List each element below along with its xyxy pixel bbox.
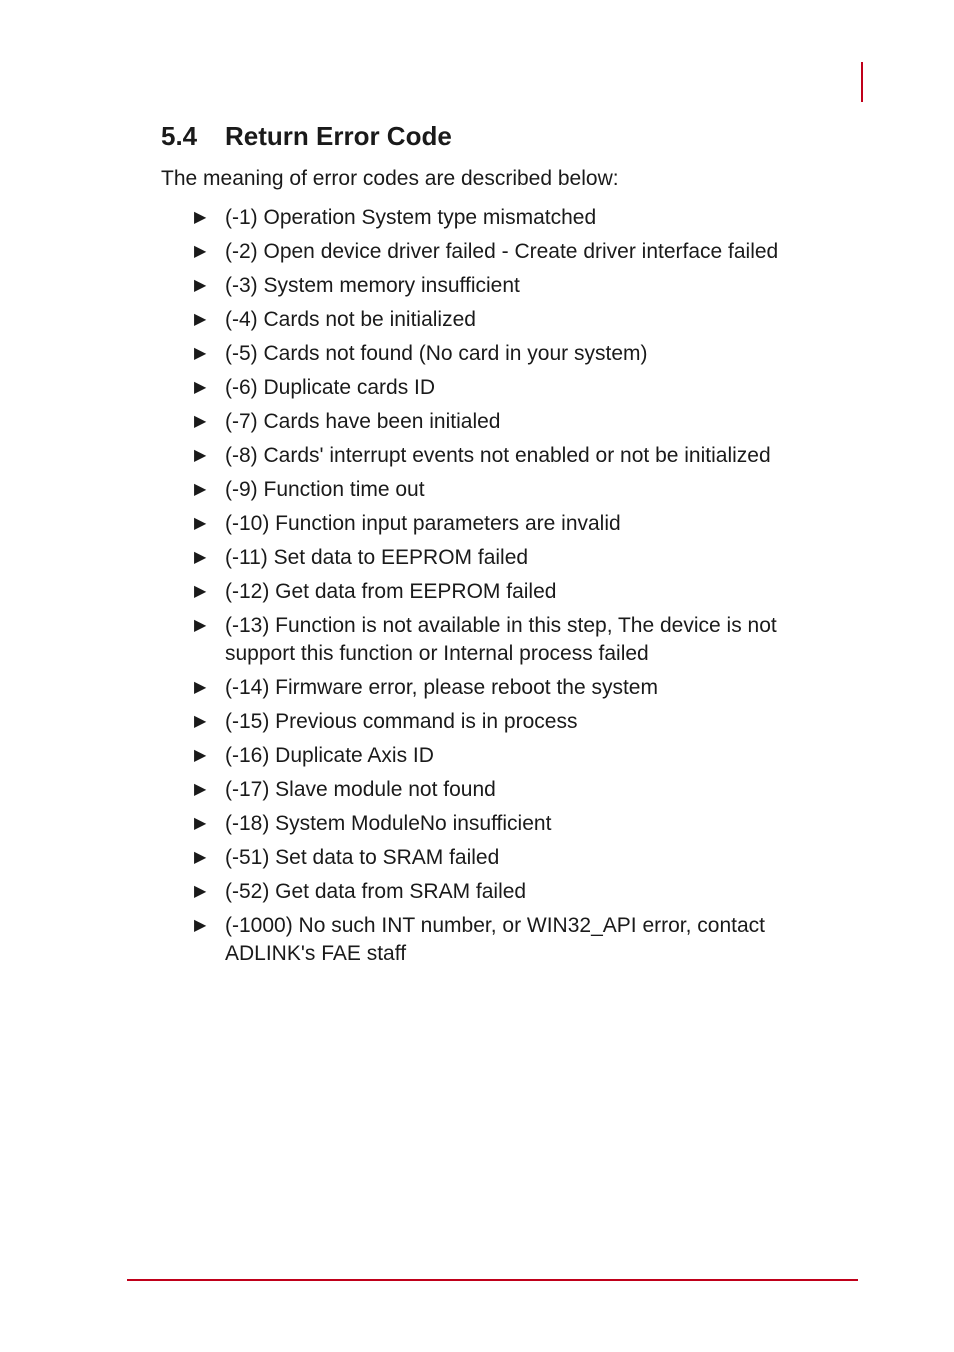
bullet-arrow-icon: ▶ [194, 747, 207, 764]
error-code-item [190, 742, 840, 770]
bullet-arrow-icon: ▶ [194, 413, 207, 430]
error-code-item [190, 408, 840, 436]
intro-paragraph: The meaning of error codes are described below: [161, 167, 619, 190]
error-code-item [190, 708, 840, 736]
section-title: Return Error Code [225, 121, 452, 151]
bullet-arrow-icon: ▶ [194, 917, 207, 934]
bullet-arrow-icon: ▶ [194, 243, 207, 260]
bullet-arrow-icon: ▶ [194, 679, 207, 696]
error-code-item [190, 612, 840, 668]
error-code-text: (-1) Operation System type mismatched [225, 206, 597, 229]
bullet-arrow-icon: ▶ [194, 311, 207, 328]
error-code-list [190, 204, 840, 974]
error-code-text: (-6) Duplicate cards ID [225, 376, 436, 399]
bullet-arrow-icon: ▶ [194, 481, 207, 498]
bullet-arrow-icon: ▶ [194, 617, 207, 634]
error-code-item [190, 510, 840, 538]
bullet-arrow-icon: ▶ [194, 447, 207, 464]
bullet-arrow-icon: ▶ [194, 781, 207, 798]
error-code-text: (-13) Function is not available in this step, The device is not support this function or Internal process failed [225, 614, 777, 665]
error-code-text: (-3) System memory insufficient [225, 274, 520, 297]
error-code-text: (-17) Slave module not found [225, 778, 496, 801]
bullet-arrow-icon: ▶ [194, 583, 207, 600]
error-code-text: (-12) Get data from EEPROM failed [225, 580, 557, 603]
error-code-text: (-7) Cards have been initialed [225, 410, 501, 433]
error-code-item [190, 340, 840, 368]
error-code-item [190, 878, 840, 906]
bullet-arrow-icon: ▶ [194, 277, 207, 294]
page-edge-marker [861, 62, 863, 102]
bullet-arrow-icon: ▶ [194, 713, 207, 730]
error-code-text: (-51) Set data to SRAM failed [225, 846, 500, 869]
error-code-text: (-9) Function time out [225, 478, 425, 501]
error-code-text: (-14) Firmware error, please reboot the system [225, 676, 658, 699]
error-code-item [190, 810, 840, 838]
footer-rule [127, 1279, 858, 1281]
error-code-item [190, 544, 840, 572]
error-code-text: (-52) Get data from SRAM failed [225, 880, 527, 903]
error-code-text: (-10) Function input parameters are invalid [225, 512, 621, 535]
error-code-text: (-5) Cards not found (No card in your system) [225, 342, 648, 365]
error-code-item [190, 578, 840, 606]
bullet-arrow-icon: ▶ [194, 379, 207, 396]
bullet-arrow-icon: ▶ [194, 209, 207, 226]
bullet-arrow-icon: ▶ [194, 815, 207, 832]
section-heading [161, 119, 452, 153]
bullet-arrow-icon: ▶ [194, 883, 207, 900]
error-code-item [190, 476, 840, 504]
error-code-item [190, 238, 840, 266]
error-code-item [190, 272, 840, 300]
error-code-text: (-2) Open device driver failed - Create driver interface failed [225, 240, 779, 263]
error-code-text: (-18) System ModuleNo insufficient [225, 812, 552, 835]
error-code-item [190, 674, 840, 702]
error-code-item [190, 306, 840, 334]
error-code-item [190, 776, 840, 804]
error-code-text: (-1000) No such INT number, or WIN32_API error, contact ADLINK's FAE staff [225, 914, 766, 965]
bullet-arrow-icon: ▶ [194, 549, 207, 566]
error-code-text: (-4) Cards not be initialized [225, 308, 476, 331]
error-code-item [190, 442, 840, 470]
error-code-item [190, 844, 840, 872]
error-code-item [190, 204, 840, 232]
error-code-text: (-15) Previous command is in process [225, 710, 578, 733]
bullet-arrow-icon: ▶ [194, 849, 207, 866]
error-code-item [190, 912, 840, 968]
bullet-arrow-icon: ▶ [194, 345, 207, 362]
error-code-text: (-11) Set data to EEPROM failed [225, 546, 529, 569]
error-code-text: (-16) Duplicate Axis ID [225, 744, 434, 767]
section-number: 5.4 [161, 121, 198, 151]
error-code-item [190, 374, 840, 402]
bullet-arrow-icon: ▶ [194, 515, 207, 532]
error-code-text: (-8) Cards' interrupt events not enabled or not be initialized [225, 444, 771, 467]
